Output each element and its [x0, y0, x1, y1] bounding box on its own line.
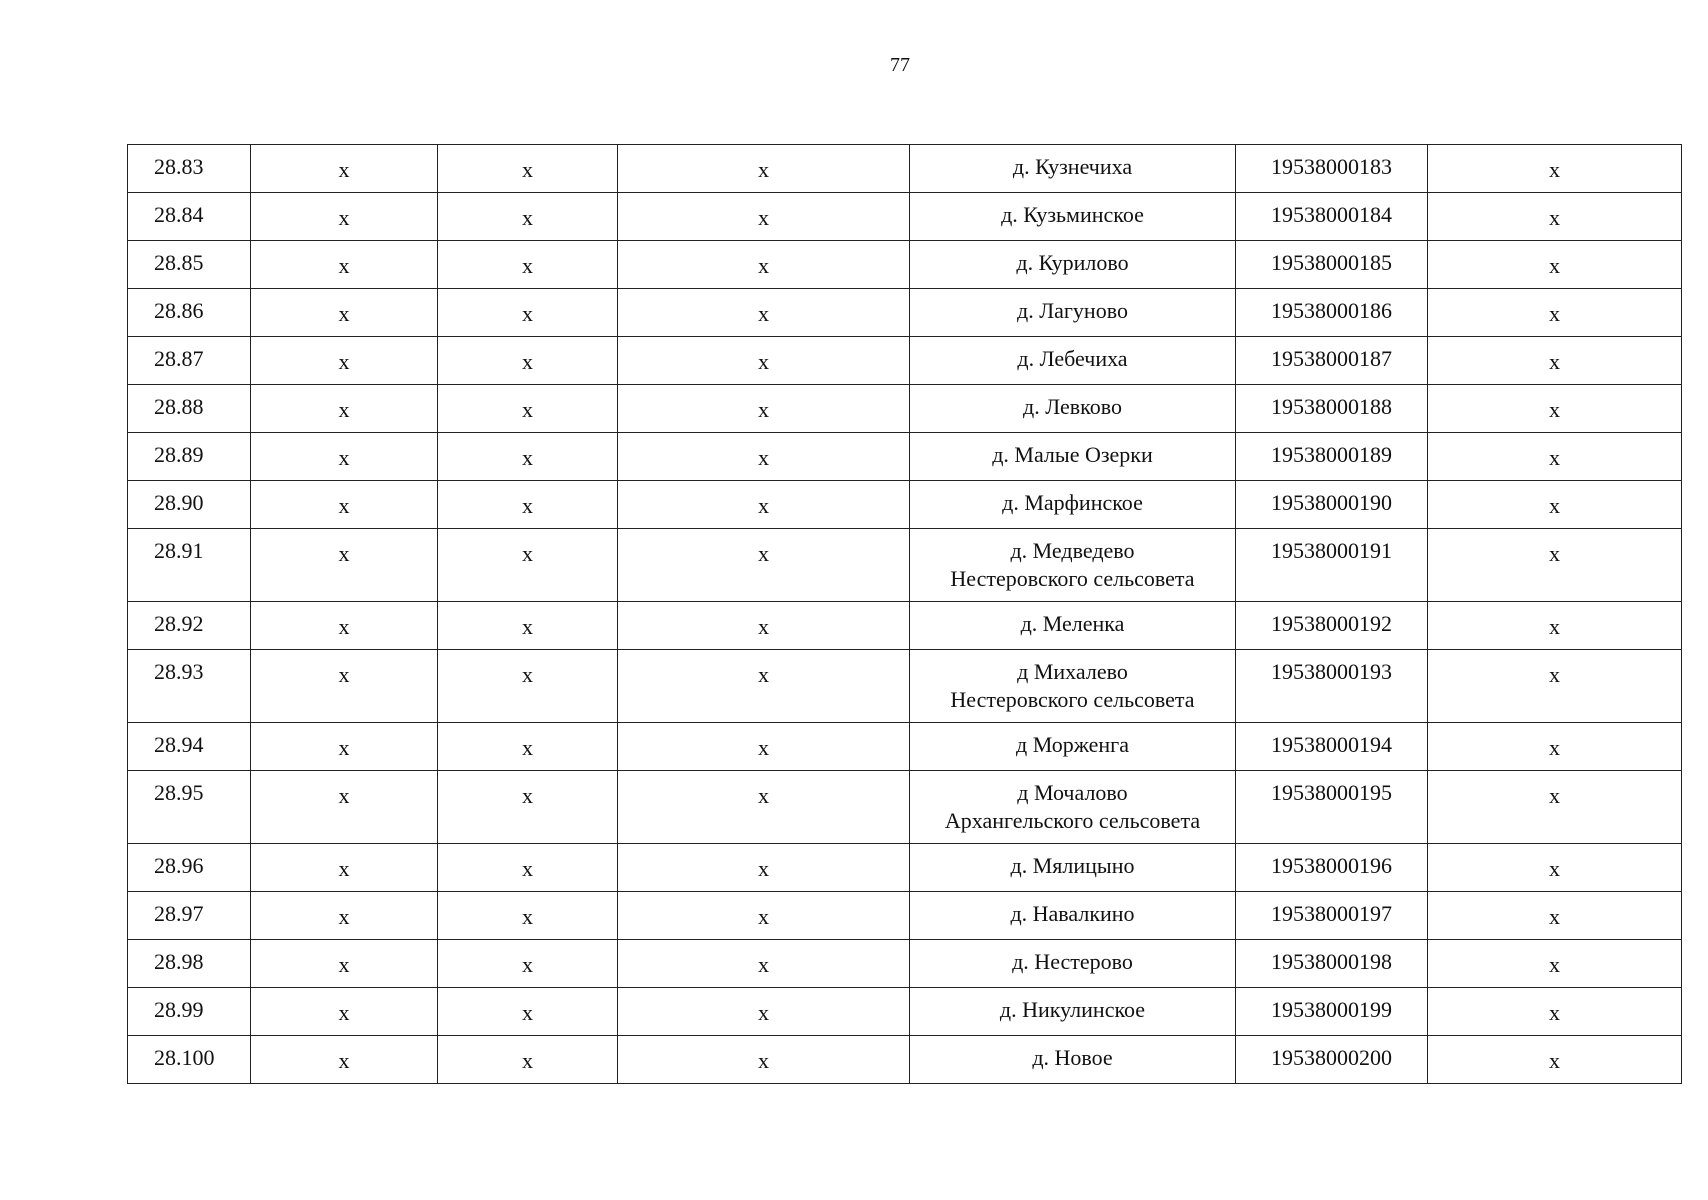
placeholder-cell-7-value: х: [1549, 662, 1560, 687]
placeholder-cell-3: [438, 723, 618, 771]
placeholder-cell-7-value: х: [1549, 735, 1560, 760]
placeholder-cell-2-value: х: [338, 157, 350, 182]
settlement-name-line: д. Медведево: [1010, 538, 1135, 563]
row-number-cell: 28.94: [128, 723, 251, 771]
placeholder-cell-3: [438, 385, 618, 433]
row-number-cell: 28.96: [128, 844, 251, 892]
placeholder-cell-7-value: х: [1549, 904, 1560, 929]
placeholder-cell-2: [251, 892, 438, 940]
settlement-name-line: Архангельского сельсовета: [944, 808, 1201, 833]
placeholder-cell-2-value: х: [338, 614, 350, 639]
placeholder-cell-3-value: х: [522, 253, 533, 278]
table-row: [128, 1036, 1682, 1084]
placeholder-cell-3-value: х: [522, 904, 533, 929]
placeholder-cell-2-value: х: [338, 301, 350, 326]
settlement-name-cell: [910, 145, 1236, 193]
placeholder-cell-2: [251, 940, 438, 988]
placeholder-cell-7-value: х: [1549, 952, 1560, 977]
settlement-name-cell: [910, 289, 1236, 337]
placeholder-cell-4-value: х: [758, 205, 769, 230]
row-number-cell: 28.100: [128, 1036, 251, 1084]
placeholder-cell-7-value: х: [1549, 157, 1560, 182]
oktmo-code-cell: 19538000189: [1236, 433, 1428, 481]
settlement-name-line: д. Нестерово: [1012, 949, 1133, 974]
placeholder-cell-2-value: х: [338, 904, 350, 929]
placeholder-cell-2-value: х: [338, 735, 350, 760]
row-number-cell: 28.85: [128, 241, 251, 289]
placeholder-cell-2: [251, 193, 438, 241]
placeholder-cell-2: [251, 433, 438, 481]
row-number-cell: 28.95: [128, 771, 251, 844]
placeholder-cell-7: [1428, 650, 1682, 723]
placeholder-cell-7-value: х: [1549, 541, 1560, 566]
settlements-table: [127, 144, 1682, 1084]
placeholder-cell-2-value: х: [338, 1048, 350, 1073]
oktmo-code-cell: 19538000193: [1236, 650, 1428, 723]
placeholder-cell-3-value: х: [522, 493, 533, 518]
placeholder-cell-2: [251, 241, 438, 289]
placeholder-cell-4: [618, 771, 910, 844]
row-number-cell: 28.88: [128, 385, 251, 433]
placeholder-cell-2: [251, 289, 438, 337]
table-row: [128, 940, 1682, 988]
settlement-name-line: д. Курилово: [1016, 250, 1129, 275]
settlement-name-line: д Михалево: [1017, 659, 1128, 684]
placeholder-cell-4: [618, 988, 910, 1036]
row-number-cell: 28.92: [128, 602, 251, 650]
placeholder-cell-3: [438, 940, 618, 988]
settlement-name-cell: [910, 529, 1236, 602]
oktmo-code-cell: 19538000192: [1236, 602, 1428, 650]
placeholder-cell-4: [618, 1036, 910, 1084]
table-row: [128, 602, 1682, 650]
row-number-cell: 28.83: [128, 145, 251, 193]
placeholder-cell-7: [1428, 241, 1682, 289]
placeholder-cell-2-value: х: [338, 541, 350, 566]
placeholder-cell-2-value: х: [338, 856, 350, 881]
placeholder-cell-7: [1428, 337, 1682, 385]
settlement-name-line: д. Никулинское: [999, 997, 1146, 1022]
placeholder-cell-4: [618, 723, 910, 771]
settlement-name-cell: [910, 771, 1236, 844]
placeholder-cell-4-value: х: [758, 541, 769, 566]
placeholder-cell-3-value: х: [522, 397, 533, 422]
placeholder-cell-3: [438, 1036, 618, 1084]
oktmo-code-cell: 19538000185: [1236, 241, 1428, 289]
placeholder-cell-4: [618, 529, 910, 602]
placeholder-cell-3-value: х: [522, 783, 533, 808]
placeholder-cell-4: [618, 650, 910, 723]
oktmo-code-cell: 19538000186: [1236, 289, 1428, 337]
placeholder-cell-4-value: х: [758, 1048, 769, 1073]
oktmo-code-cell: 19538000198: [1236, 940, 1428, 988]
placeholder-cell-3: [438, 529, 618, 602]
placeholder-cell-2-value: х: [338, 1000, 350, 1025]
placeholder-cell-2-value: х: [338, 662, 350, 687]
table-row: [128, 481, 1682, 529]
oktmo-code-cell: 19538000197: [1236, 892, 1428, 940]
placeholder-cell-2-value: х: [338, 783, 350, 808]
placeholder-cell-4: [618, 145, 910, 193]
placeholder-cell-2: [251, 337, 438, 385]
placeholder-cell-2-value: х: [338, 205, 350, 230]
placeholder-cell-2: [251, 481, 438, 529]
placeholder-cell-7: [1428, 433, 1682, 481]
placeholder-cell-3: [438, 602, 618, 650]
placeholder-cell-4-value: х: [758, 445, 769, 470]
placeholder-cell-4: [618, 481, 910, 529]
placeholder-cell-3: [438, 241, 618, 289]
settlement-name-line: д. Новое: [1032, 1045, 1113, 1070]
settlement-name-cell: [910, 337, 1236, 385]
settlement-name-line: д Морженга: [1016, 732, 1129, 757]
placeholder-cell-3-value: х: [522, 205, 533, 230]
settlement-name-cell: [910, 193, 1236, 241]
placeholder-cell-3-value: х: [522, 301, 533, 326]
placeholder-cell-4-value: х: [758, 157, 769, 182]
placeholder-cell-2: [251, 145, 438, 193]
placeholder-cell-4: [618, 385, 910, 433]
table-row: [128, 337, 1682, 385]
placeholder-cell-4-value: х: [758, 783, 769, 808]
settlement-name-line: д. Марфинское: [1002, 490, 1143, 515]
placeholder-cell-7-value: х: [1549, 253, 1560, 278]
placeholder-cell-3-value: х: [522, 349, 533, 374]
placeholder-cell-3: [438, 145, 618, 193]
placeholder-cell-4-value: х: [758, 735, 769, 760]
settlement-name-line: д. Кузнечиха: [1012, 154, 1133, 179]
table-row: [128, 988, 1682, 1036]
placeholder-cell-2: [251, 844, 438, 892]
placeholder-cell-2: [251, 771, 438, 844]
table-row: [128, 385, 1682, 433]
placeholder-cell-7: [1428, 988, 1682, 1036]
placeholder-cell-4: [618, 940, 910, 988]
table-row: [128, 433, 1682, 481]
placeholder-cell-4: [618, 844, 910, 892]
row-number-cell: 28.87: [128, 337, 251, 385]
placeholder-cell-7: [1428, 145, 1682, 193]
placeholder-cell-3: [438, 193, 618, 241]
page-number: 77: [890, 54, 910, 76]
placeholder-cell-3-value: х: [522, 735, 533, 760]
placeholder-cell-7-value: х: [1549, 614, 1560, 639]
placeholder-cell-7-value: х: [1549, 301, 1560, 326]
table-row: [128, 844, 1682, 892]
oktmo-code-cell: 19538000195: [1236, 771, 1428, 844]
settlement-name-cell: [910, 650, 1236, 723]
settlement-name-cell: [910, 844, 1236, 892]
table-row: [128, 289, 1682, 337]
settlement-name-cell: [910, 892, 1236, 940]
row-number-cell: 28.90: [128, 481, 251, 529]
placeholder-cell-3: [438, 844, 618, 892]
row-number-cell: 28.86: [128, 289, 251, 337]
row-number-cell: 28.98: [128, 940, 251, 988]
placeholder-cell-2-value: х: [338, 952, 350, 977]
placeholder-cell-7: [1428, 771, 1682, 844]
settlement-name-cell: [910, 940, 1236, 988]
placeholder-cell-7: [1428, 529, 1682, 602]
settlement-name-cell: [910, 602, 1236, 650]
placeholder-cell-7: [1428, 892, 1682, 940]
settlement-name-cell: [910, 988, 1236, 1036]
placeholder-cell-7: [1428, 723, 1682, 771]
placeholder-cell-4-value: х: [758, 952, 769, 977]
settlement-name-line: Нестеровского сельсовета: [950, 687, 1195, 712]
settlement-name-line: д. Лагуново: [1017, 298, 1128, 323]
placeholder-cell-3: [438, 650, 618, 723]
placeholder-cell-7-value: х: [1549, 205, 1560, 230]
row-number-cell: 28.97: [128, 892, 251, 940]
oktmo-code-cell: 19538000196: [1236, 844, 1428, 892]
settlement-name-cell: [910, 241, 1236, 289]
table-row: [128, 723, 1682, 771]
table-body: [128, 145, 1682, 1084]
settlement-name-line: д. Мялицыно: [1010, 853, 1135, 878]
settlement-name-cell: [910, 481, 1236, 529]
placeholder-cell-7: [1428, 289, 1682, 337]
settlement-name-line: д. Лебечиха: [1017, 346, 1128, 371]
oktmo-code-cell: 19538000187: [1236, 337, 1428, 385]
oktmo-code-cell: 19538000184: [1236, 193, 1428, 241]
placeholder-cell-2-value: х: [338, 349, 350, 374]
table-row: [128, 193, 1682, 241]
placeholder-cell-2-value: х: [338, 445, 350, 470]
placeholder-cell-4-value: х: [758, 1000, 769, 1025]
settlement-name-line: д. Меленка: [1020, 611, 1125, 636]
placeholder-cell-4-value: х: [758, 253, 769, 278]
table-row: [128, 771, 1682, 844]
placeholder-cell-4: [618, 433, 910, 481]
placeholder-cell-7: [1428, 940, 1682, 988]
row-number-cell: 28.91: [128, 529, 251, 602]
placeholder-cell-2-value: х: [338, 253, 350, 278]
placeholder-cell-2-value: х: [338, 493, 350, 518]
settlement-name-line: д. Малые Озерки: [992, 442, 1153, 467]
placeholder-cell-2: [251, 1036, 438, 1084]
settlement-name-cell: [910, 385, 1236, 433]
placeholder-cell-7-value: х: [1549, 445, 1560, 470]
oktmo-code-cell: 19538000200: [1236, 1036, 1428, 1084]
settlement-name-cell: [910, 433, 1236, 481]
placeholder-cell-4: [618, 193, 910, 241]
table-row: [128, 241, 1682, 289]
placeholder-cell-3: [438, 892, 618, 940]
placeholder-cell-4-value: х: [758, 397, 769, 422]
placeholder-cell-4-value: х: [758, 904, 769, 929]
placeholder-cell-3-value: х: [522, 1048, 533, 1073]
placeholder-cell-3: [438, 771, 618, 844]
placeholder-cell-7-value: х: [1549, 783, 1560, 808]
table-row: [128, 529, 1682, 602]
oktmo-code-cell: 19538000191: [1236, 529, 1428, 602]
placeholder-cell-7: [1428, 844, 1682, 892]
placeholder-cell-2: [251, 385, 438, 433]
placeholder-cell-4-value: х: [758, 614, 769, 639]
placeholder-cell-4-value: х: [758, 856, 769, 881]
placeholder-cell-3-value: х: [522, 952, 533, 977]
placeholder-cell-3-value: х: [522, 856, 533, 881]
placeholder-cell-7-value: х: [1549, 1048, 1560, 1073]
placeholder-cell-3: [438, 481, 618, 529]
placeholder-cell-7-value: х: [1549, 1000, 1560, 1025]
placeholder-cell-3: [438, 289, 618, 337]
row-number-cell: 28.84: [128, 193, 251, 241]
row-number-cell: 28.99: [128, 988, 251, 1036]
placeholder-cell-2: [251, 723, 438, 771]
placeholder-cell-4-value: х: [758, 662, 769, 687]
placeholder-cell-3-value: х: [522, 1000, 533, 1025]
placeholder-cell-7: [1428, 602, 1682, 650]
placeholder-cell-3-value: х: [522, 662, 533, 687]
placeholder-cell-2: [251, 650, 438, 723]
oktmo-code-cell: 19538000194: [1236, 723, 1428, 771]
placeholder-cell-2: [251, 988, 438, 1036]
placeholder-cell-3-value: х: [522, 614, 533, 639]
settlement-name-line: Нестеровского сельсовета: [950, 566, 1195, 591]
placeholder-cell-7: [1428, 481, 1682, 529]
placeholder-cell-3-value: х: [522, 445, 533, 470]
oktmo-code-cell: 19538000188: [1236, 385, 1428, 433]
placeholder-cell-2-value: х: [338, 397, 350, 422]
table-row: [128, 892, 1682, 940]
placeholder-cell-4-value: х: [758, 349, 769, 374]
placeholder-cell-4: [618, 289, 910, 337]
placeholder-cell-7-value: х: [1549, 349, 1560, 374]
table-row: [128, 650, 1682, 723]
placeholder-cell-3-value: х: [522, 157, 533, 182]
placeholder-cell-4: [618, 892, 910, 940]
row-number-cell: 28.93: [128, 650, 251, 723]
settlement-name-cell: [910, 1036, 1236, 1084]
placeholder-cell-4-value: х: [758, 301, 769, 326]
placeholder-cell-4-value: х: [758, 493, 769, 518]
placeholder-cell-3: [438, 433, 618, 481]
placeholder-cell-3: [438, 988, 618, 1036]
placeholder-cell-7-value: х: [1549, 397, 1560, 422]
oktmo-code-cell: 19538000190: [1236, 481, 1428, 529]
placeholder-cell-2: [251, 529, 438, 602]
placeholder-cell-7-value: х: [1549, 493, 1560, 518]
placeholder-cell-3: [438, 337, 618, 385]
settlement-name-line: д. Кузьминское: [1001, 202, 1144, 227]
settlement-name-cell: [910, 723, 1236, 771]
placeholder-cell-4: [618, 602, 910, 650]
placeholder-cell-7-value: х: [1549, 856, 1560, 881]
placeholder-cell-3-value: х: [522, 541, 533, 566]
placeholder-cell-4: [618, 241, 910, 289]
oktmo-code-cell: 19538000199: [1236, 988, 1428, 1036]
settlement-name-line: д. Левково: [1023, 394, 1122, 419]
settlement-name-line: д Мочалово: [1017, 780, 1128, 805]
placeholder-cell-7: [1428, 385, 1682, 433]
settlement-name-line: д. Навалкино: [1010, 901, 1135, 926]
placeholder-cell-7: [1428, 1036, 1682, 1084]
row-number-cell: 28.89: [128, 433, 251, 481]
table-row: [128, 145, 1682, 193]
placeholder-cell-7: [1428, 193, 1682, 241]
oktmo-code-cell: 19538000183: [1236, 145, 1428, 193]
placeholder-cell-2: [251, 602, 438, 650]
placeholder-cell-4: [618, 337, 910, 385]
